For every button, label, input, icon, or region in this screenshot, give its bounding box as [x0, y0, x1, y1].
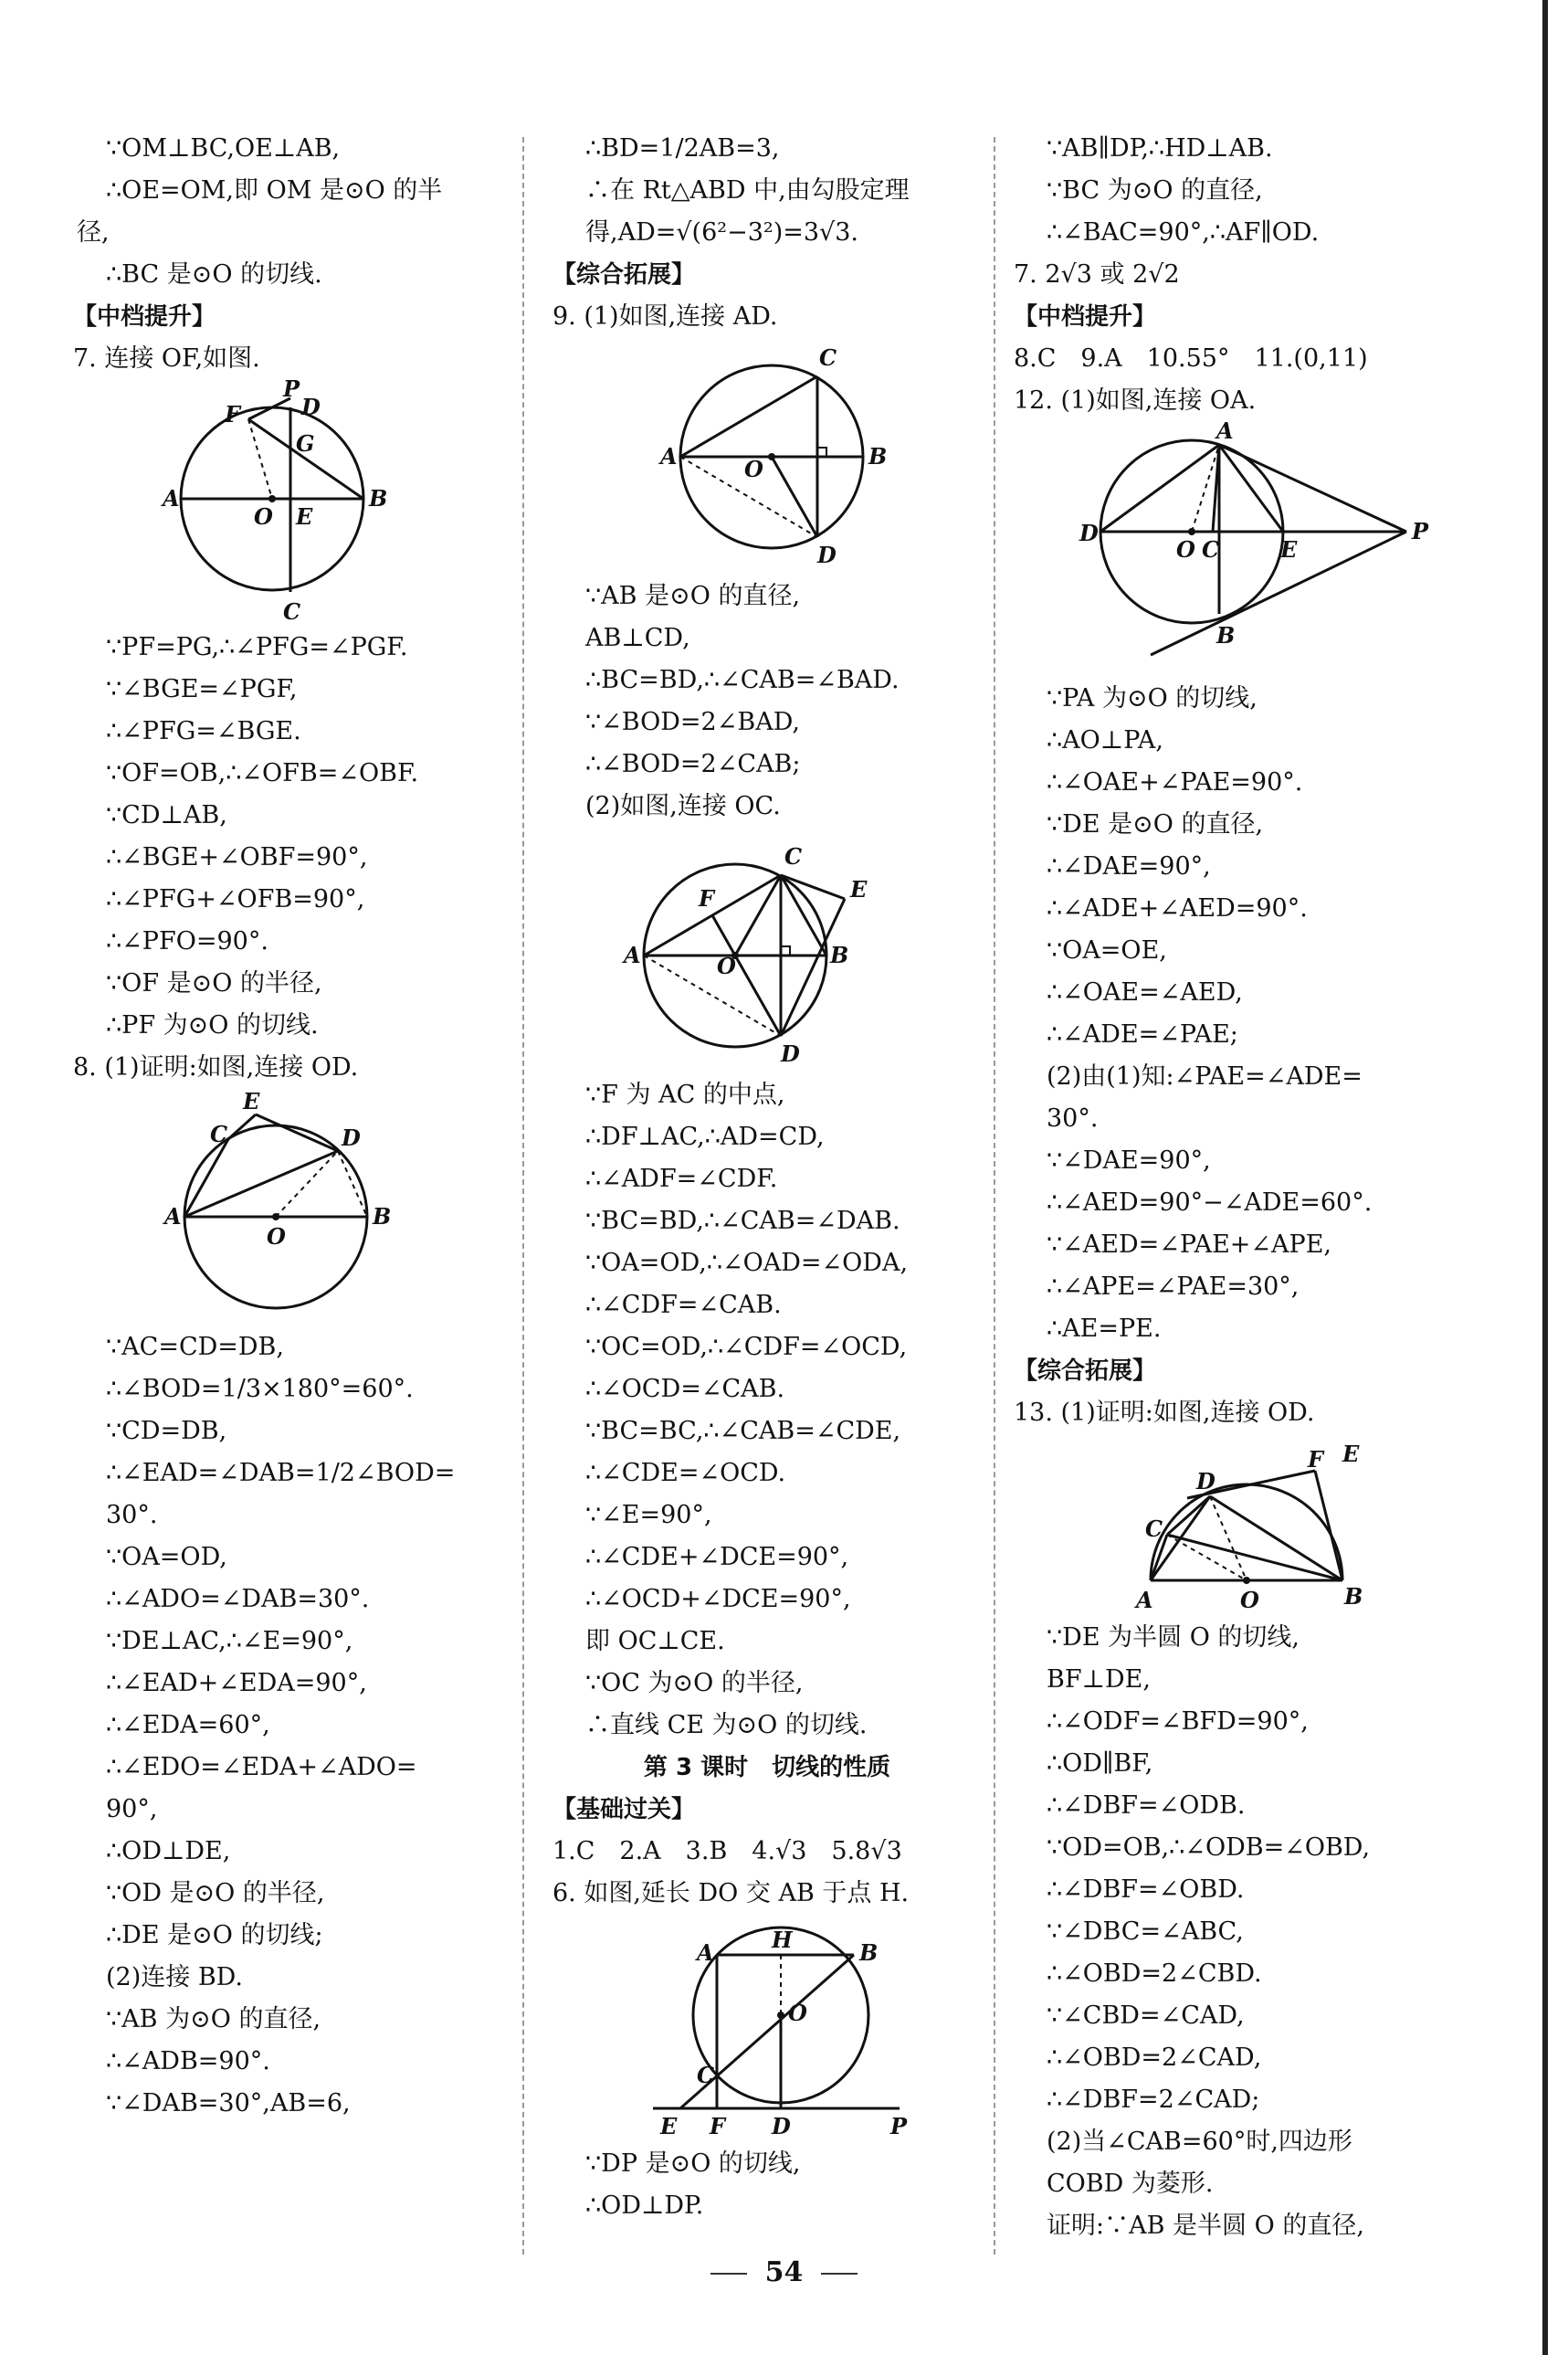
problem-6-heading: 6. 如图,延长 DO 交 AB 于点 H. — [552, 1879, 910, 1907]
text-line: 径, — [77, 218, 110, 247]
label-B: B — [868, 443, 888, 470]
label-P: P — [283, 380, 300, 402]
section-heading: 【综合拓展】 — [552, 261, 696, 289]
text-line: ∵DP 是⊙O 的切线, — [585, 2149, 801, 2178]
text-line: 30°. — [106, 1501, 158, 1529]
text-line: ∴∠ADE+∠AED=90°. — [1047, 894, 1308, 923]
text-line: ∴直线 CE 为⊙O 的切线. — [585, 1711, 868, 1739]
text-line: ∵DE⊥AC,∴∠E=90°, — [106, 1627, 353, 1655]
answers-line: 7. 2√3 或 2√2 — [1014, 260, 1180, 289]
text-line: ∵PF=PG,∴∠PFG=∠PGF. — [106, 633, 408, 661]
text-line: (2)当∠CAB=60°时,四边形 — [1047, 2128, 1352, 2156]
text-line: ∵∠CBD=∠CAD, — [1047, 2001, 1245, 2030]
text-line: ∴∠EDA=60°, — [106, 1711, 270, 1739]
text-line: ∵OA=OD,∴∠OAD=∠ODA, — [585, 1249, 909, 1277]
column-1 — [73, 128, 502, 2125]
text-line: ∵∠BGE=∠PGF, — [106, 675, 298, 703]
label-F: F — [1308, 1446, 1324, 1473]
text-line: 证明:∵AB 是半圆 O 的直径, — [1047, 2212, 1364, 2240]
label-A: A — [624, 942, 641, 968]
text-line: ∵∠AED=∠PAE+∠APE, — [1047, 1230, 1332, 1259]
figure-8 — [73, 1089, 502, 1326]
label-C: C — [784, 843, 803, 870]
text-line: ∴∠OAE=∠AED, — [1047, 978, 1243, 1007]
label-O: O — [717, 953, 736, 979]
label-A: A — [164, 1203, 182, 1230]
label-E: E — [850, 876, 868, 903]
text-line: ∵AB 是⊙O 的直径, — [585, 582, 801, 610]
column-divider — [522, 137, 524, 2255]
figure-9b — [552, 828, 982, 1074]
text-line: ∴AE=PE. — [1047, 1315, 1162, 1343]
text-line: ∵PA 为⊙O 的切线, — [1047, 684, 1258, 713]
text-line: ∵BC=BD,∴∠CAB=∠DAB. — [585, 1207, 900, 1235]
text-line: ∵∠DBC=∠ABC, — [1047, 1917, 1244, 1946]
text-line: ∵OA=OE, — [1047, 936, 1167, 965]
text-line: ∴∠AED=90°−∠ADE=60°. — [1047, 1188, 1373, 1217]
label-D: D — [342, 1125, 361, 1151]
text-line: ∵∠DAB=30°,AB=6, — [106, 2089, 351, 2117]
column-3 — [1014, 128, 1479, 2247]
label-A: A — [660, 443, 678, 470]
text-line: ∴AO⊥PA, — [1047, 726, 1163, 755]
column-2 — [552, 128, 982, 2227]
scan-edge-bar — [1542, 0, 1548, 2355]
label-C: C — [283, 598, 301, 625]
label-O: O — [788, 2000, 807, 2026]
text-line: ∴∠BOD=2∠CAB; — [585, 750, 801, 778]
text-line: ∵CD⊥AB, — [106, 801, 227, 829]
label-D: D — [817, 542, 837, 568]
text-line: (2)如图,连接 OC. — [585, 792, 781, 820]
text-line: ∵AB∥DP,∴HD⊥AB. — [1047, 134, 1273, 163]
figure-9a — [552, 338, 982, 576]
text-line: ∵CD=DB, — [106, 1417, 227, 1445]
text-line: ∴∠DBF=2∠CAD; — [1047, 2086, 1260, 2114]
problem-9-heading: 9. (1)如图,连接 AD. — [552, 302, 778, 331]
text-line: ∴∠OAE+∠PAE=90°. — [1047, 768, 1303, 797]
figure-13 — [1014, 1434, 1479, 1617]
text-line: ∴DE 是⊙O 的切线; — [106, 1921, 323, 1949]
label-C: C — [697, 2062, 715, 2088]
text-line: ∴∠APE=∠PAE=30°, — [1047, 1273, 1300, 1301]
label-B: B — [369, 485, 388, 512]
text-line: COBD 为菱形. — [1047, 2170, 1214, 2198]
label-E: E — [660, 2113, 678, 2139]
text-line: (2)由(1)知:∠PAE=∠ADE= — [1047, 1062, 1363, 1091]
text-line: ∴∠PFO=90°. — [106, 927, 268, 956]
dash-left — [710, 2273, 747, 2275]
label-C: C — [1202, 536, 1220, 563]
label-P: P — [890, 2113, 908, 2139]
answers-line: 1.C 2.A 3.B 4.√3 5.8√3 — [552, 1837, 902, 1865]
problem-8-heading: 8. (1)证明:如图,连接 OD. — [73, 1053, 359, 1082]
text-line: ∴BD=1/2AB=3, — [585, 134, 780, 163]
text-line: ∴OD⊥DE, — [106, 1837, 231, 1865]
label-H: H — [772, 1927, 793, 1953]
problem-7-heading: 7. 连接 OF,如图. — [73, 344, 260, 373]
text-line: (2)连接 BD. — [106, 1963, 243, 1991]
text-line: ∴∠CDF=∠CAB. — [585, 1291, 782, 1319]
text-line: ∴∠OCD+∠DCE=90°, — [585, 1585, 851, 1613]
label-E: E — [1280, 536, 1298, 563]
text-line: ∵DE 是⊙O 的直径, — [1047, 810, 1264, 839]
text-line: ∵AB 为⊙O 的直径, — [106, 2005, 321, 2033]
text-line: ∴∠CDE+∠DCE=90°, — [585, 1543, 849, 1571]
section-heading: 【中档提升】 — [73, 303, 216, 331]
label-O: O — [267, 1223, 286, 1250]
text-line: ∵OA=OD, — [106, 1543, 227, 1571]
text-line: ∵OF 是⊙O 的半径, — [106, 969, 322, 998]
label-D: D — [301, 394, 321, 420]
text-line: ∴∠ODF=∠BFD=90°, — [1047, 1707, 1309, 1736]
section-heading: 【综合拓展】 — [1014, 1357, 1157, 1385]
label-B: B — [373, 1203, 392, 1230]
problem-13-heading: 13. (1)证明:如图,连接 OD. — [1014, 1399, 1315, 1427]
label-E: E — [1342, 1441, 1360, 1467]
label-A: A — [697, 1939, 714, 1966]
text-line: ∴∠DBF=∠OBD. — [1047, 1875, 1245, 1904]
label-B: B — [1344, 1583, 1363, 1610]
label-D: D — [1079, 520, 1099, 546]
label-D: D — [1196, 1468, 1215, 1494]
label-O: O — [1176, 536, 1195, 563]
label-F: F — [699, 885, 715, 912]
text-line: ∴∠DAE=90°, — [1047, 852, 1211, 881]
label-O: O — [744, 456, 763, 482]
text-line: ∵∠DAE=90°, — [1047, 1146, 1211, 1175]
label-O: O — [254, 503, 273, 530]
label-E: E — [296, 503, 313, 530]
figure-7 — [73, 380, 502, 627]
text-line: ∴在 Rt△ABD 中,由勾股定理 — [585, 176, 910, 205]
label-P: P — [1412, 518, 1429, 544]
text-line: ∴BC=BD,∴∠CAB=∠BAD. — [585, 666, 900, 694]
text-line: 30°. — [1047, 1104, 1099, 1133]
text-line: ∴∠PFG+∠OFB=90°, — [106, 885, 365, 913]
label-F: F — [225, 401, 241, 428]
text-line: ∵BC 为⊙O 的直径, — [1047, 176, 1263, 205]
text-line: ∴∠EAD+∠EDA=90°, — [106, 1669, 367, 1697]
text-line: ∴OD∥BF, — [1047, 1749, 1153, 1778]
text-line: ∴∠BOD=1/3×180°=60°. — [106, 1375, 414, 1403]
lesson-title: 第 3 课时 切线的性质 — [643, 1754, 891, 1781]
text-line: ∴∠OCD=∠CAB. — [585, 1375, 785, 1403]
label-O: O — [1240, 1587, 1259, 1613]
text-line: ∴∠ADF=∠CDF. — [585, 1165, 778, 1193]
text-line: AB⊥CD, — [585, 624, 690, 652]
text-line: ∴∠OBD=2∠CBD. — [1047, 1959, 1262, 1988]
label-B: B — [1216, 622, 1236, 649]
label-F: F — [710, 2113, 726, 2139]
page-number-value: 54 — [764, 2256, 804, 2288]
text-line: ∴∠CDE=∠OCD. — [585, 1459, 786, 1487]
text-line: ∴∠DBF=∠ODB. — [1047, 1791, 1246, 1820]
answers-line: 8.C 9.A 10.55° 11.(0,11) — [1014, 344, 1368, 373]
text-line: ∴∠OBD=2∠CAD, — [1047, 2043, 1262, 2072]
label-D: D — [772, 2113, 791, 2139]
label-B: B — [830, 942, 849, 968]
text-line: ∴∠ADB=90°. — [106, 2047, 270, 2075]
label-A: A — [163, 485, 180, 512]
label-C: C — [210, 1121, 228, 1147]
text-line: ∵DE 为半圆 O 的切线, — [1047, 1623, 1300, 1652]
text-line: ∴∠ADE=∠PAE; — [1047, 1020, 1238, 1049]
text-line: ∴BC 是⊙O 的切线. — [106, 260, 322, 289]
text-line: ∵∠BOD=2∠BAD, — [585, 708, 800, 736]
text-line: ∵F 为 AC 的中点, — [585, 1081, 785, 1109]
text-line: ∴PF 为⊙O 的切线. — [106, 1011, 319, 1040]
text-line: ∵∠E=90°, — [585, 1501, 712, 1529]
text-line: ∴OD⊥DP. — [585, 2191, 704, 2220]
text-line: 90°, — [106, 1795, 158, 1823]
text-line: ∴∠BAC=90°,∴AF∥OD. — [1047, 218, 1320, 247]
text-line: ∵OD=OB,∴∠ODB=∠OBD, — [1047, 1833, 1371, 1862]
text-line: ∵AC=CD=DB, — [106, 1333, 284, 1361]
problem-12-heading: 12. (1)如图,连接 OA. — [1014, 386, 1257, 415]
text-line: BF⊥DE, — [1047, 1665, 1151, 1694]
text-line: ∴∠PFG=∠BGE. — [106, 717, 301, 745]
text-line: ∴∠BGE+∠OBF=90°, — [106, 843, 368, 871]
label-G: G — [296, 430, 315, 457]
text-line: ∵OC 为⊙O 的半径, — [585, 1669, 804, 1697]
text-line: ∴OE=OM,即 OM 是⊙O 的半 — [106, 176, 443, 205]
text-line: 即 OC⊥CE. — [585, 1627, 725, 1655]
dash-right — [821, 2273, 858, 2275]
label-D: D — [781, 1040, 800, 1067]
label-C: C — [819, 344, 837, 371]
label-B: B — [859, 1939, 879, 1966]
section-heading: 【基础过关】 — [552, 1796, 696, 1823]
text-line: ∴∠EDO=∠EDA+∠ADO= — [106, 1753, 417, 1781]
column-divider — [994, 137, 995, 2255]
text-line: ∵OD 是⊙O 的半径, — [106, 1879, 325, 1907]
label-E: E — [243, 1089, 260, 1114]
text-line: ∴∠EAD=∠DAB=1/2∠BOD= — [106, 1459, 456, 1487]
text-line: ∵OF=OB,∴∠OFB=∠OBF. — [106, 759, 419, 787]
page-number — [0, 2256, 1568, 2288]
text-line: ∴∠ADO=∠DAB=30°. — [106, 1585, 370, 1613]
label-C: C — [1145, 1515, 1163, 1542]
section-heading: 【中档提升】 — [1014, 303, 1157, 331]
text-line: ∵OC=OD,∴∠CDF=∠OCD, — [585, 1333, 908, 1361]
text-line: ∵OM⊥BC,OE⊥AB, — [106, 134, 341, 163]
text-line: ∵BC=BC,∴∠CAB=∠CDE, — [585, 1417, 901, 1445]
figure-12 — [1014, 422, 1479, 678]
text-line: 得,AD=√(6²−3²)=3√3. — [585, 218, 859, 247]
label-A: A — [1136, 1587, 1153, 1613]
figure-6 — [552, 1915, 982, 2143]
label-A: A — [1216, 422, 1234, 444]
text-line: ∴DF⊥AC,∴AD=CD, — [585, 1123, 825, 1151]
